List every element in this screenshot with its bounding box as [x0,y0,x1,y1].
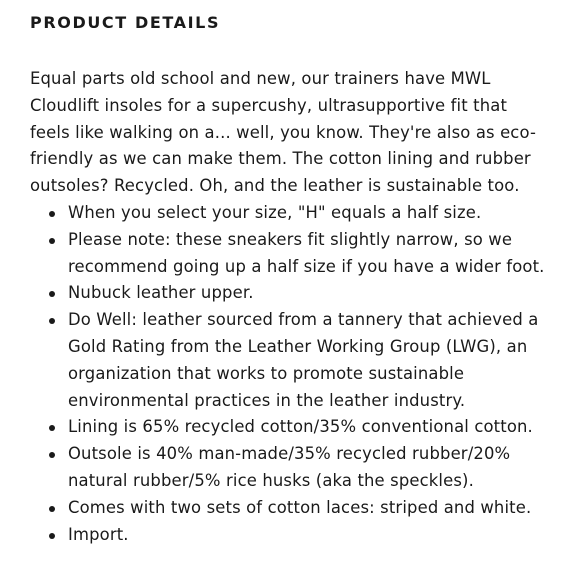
bullet-icon [49,533,55,539]
product-description: Equal parts old school and new, our trainers have MWL Cloudlift insoles for a supercushy, ultrasupportive fit that feels like walking on a... well, you know. They're also as eco-friendly as we can make them. The cotton lining and rubber outsoles? Recycled. Oh, and the leather is sustainable too. [30,69,537,196]
list-item [30,200,552,227]
list-item [30,280,552,307]
list-item-text: When you select your size, "H" equals a half size. [68,202,482,222]
list-item [30,441,552,495]
list-item-text: Comes with two sets of cotton laces: striped and white. [68,497,532,517]
list-item-text: Outsole is 40% man-made/35% recycled rubber/20% natural rubber/5% rice husks (aka the speckles). [68,444,511,490]
list-item [30,414,552,441]
list-item [30,227,552,281]
list-item-text: Import. [68,524,129,544]
list-item-text: Nubuck leather upper. [68,283,254,303]
bullet-icon [49,211,55,217]
bullet-icon [49,291,55,297]
bullet-icon [49,506,55,512]
product-features-list [30,200,552,548]
list-item [30,495,552,522]
bullet-icon [49,452,55,458]
list-item-text: Lining is 65% recycled cotton/35% conventional cotton. [68,417,533,437]
list-item [30,522,552,549]
list-item-text: Please note: these sneakers fit slightly narrow, so we recommend going up a half size if you have a wider foot. [68,229,545,276]
bullet-icon [49,425,55,431]
product-details-section [30,10,552,548]
section-heading: PRODUCT DETAILS [30,13,221,32]
list-item-text: Do Well: leather sourced from a tannery that achieved a Gold Rating from the Leather Working Group (LWG), an organization that works to promote sustainable environmental practices in the leather industry. [68,310,539,410]
bullet-icon [49,238,55,244]
list-item [30,307,552,414]
bullet-icon [49,318,55,324]
